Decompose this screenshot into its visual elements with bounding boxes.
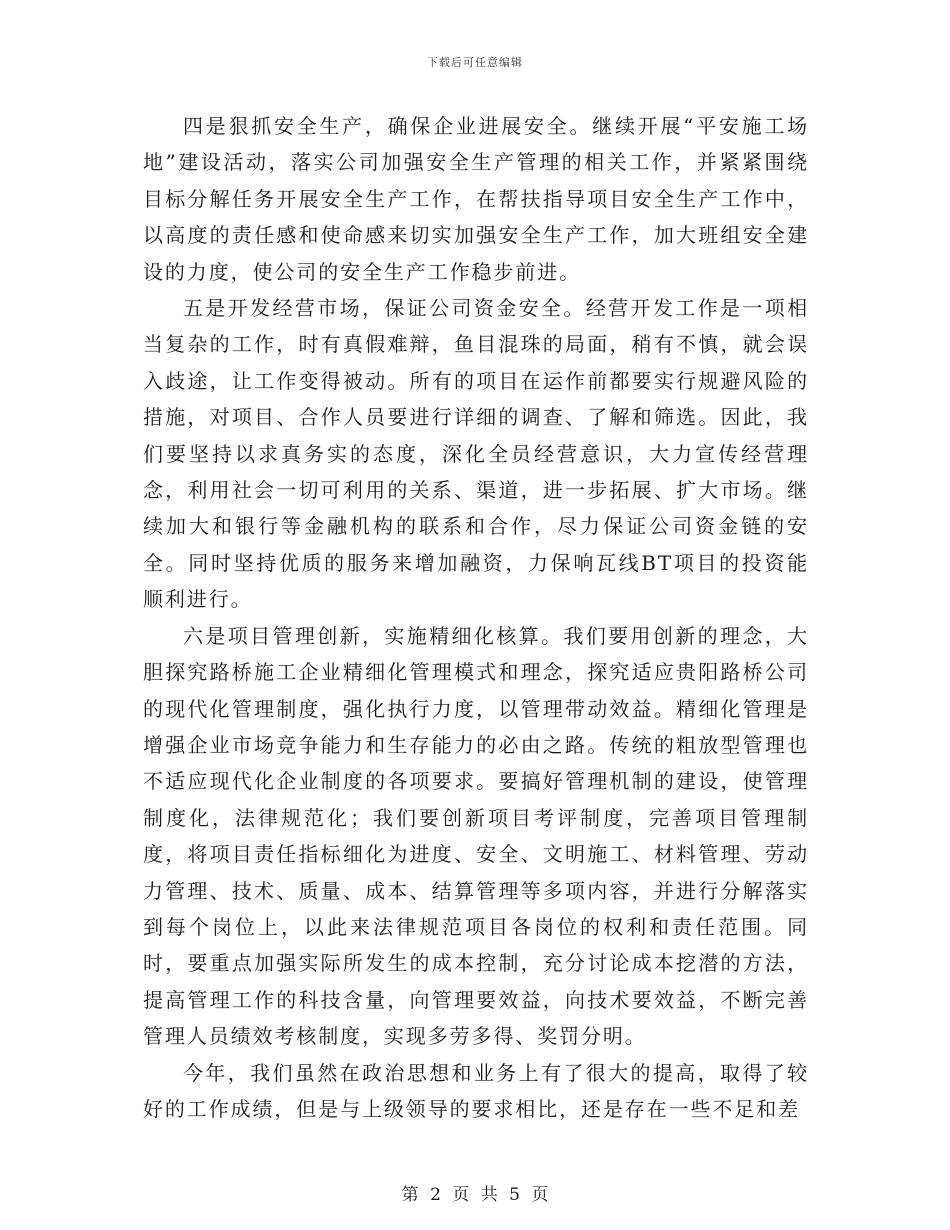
paragraph-safety: 四是狠抓安全生产，确保企业进展安全。继续开展“平安施工场地”建设活动，落实公司加强安全生产管理的相关工作，并紧紧围绕目标分解任务开展安全生产工作，在帮扶指导项目安全生产工作中，以高度的责任感和使命感来切实加强安全生产工作，加大班组安全建设的力度，使公司的安全生产工作稳步前进。 xyxy=(143,114,809,284)
document-body xyxy=(143,108,809,1127)
paragraph-management: 六是项目管理创新，实施精细化核算。我们要用创新的理念，大胆探究路桥施工企业精细化管理模式和理念，探究适应贵阳路桥公司的现代化管理制度，强化执行力度，以管理带动效益。精细化管理是增强企业市场竞争能力和生存能力的必由之路。传统的粗放型管理也不适应现代化企业制度的各项要求。要搞好管理机制的建设，使管理制度化，法律规范化；我们要创新项目考评制度，完善项目管理制度，将项目责任指标细化为进度、安全、文明施工、材料管理、劳动力管理、技术、质量、成本、结算管理等多项内容，并进行分解落实到每个岗位上，以此来法律规范项目各岗位的权利和责任范围。同时，要重点加强实际所发生的成本控制，充分讨论成本挖潜的方法，提高管理工作的科技含量，向管理要效益，向技术要效益，不断完善管理人员绩效考核制度，实现多劳多得、奖罚分明。 xyxy=(143,623,809,1049)
paragraph-summary: 今年，我们虽然在政治思想和业务上有了很大的提高，取得了较好的工作成绩，但是与上级领导的要求相比，还是存在一些不足和差 xyxy=(143,1060,809,1121)
page-header-note: 下载后可任意编辑 xyxy=(427,56,523,69)
page-number-footer: 第 2 页 共 5 页 xyxy=(401,1185,549,1205)
paragraph-market: 五是开发经营市场，保证公司资金安全。经营开发工作是一项相当复杂的工作，时有真假难辩，鱼目混珠的局面，稍有不慎，就会误入歧途，让工作变得被动。所有的项目在运作前都要实行规避风险的措施，对项目、合作人员要进行详细的调查、了解和筛选。因此，我们要坚持以求真务实的态度，深化全员经营意识，大力宣传经营理念，利用社会一切可利用的关系、渠道，进一步拓展、扩大市场。继续加大和银行等金融机构的联系和合作，尽力保证公司资金链的安全。同时坚持优质的服务来增加融资，力保响瓦线BT项目的投资能顺利进行。 xyxy=(143,296,809,612)
